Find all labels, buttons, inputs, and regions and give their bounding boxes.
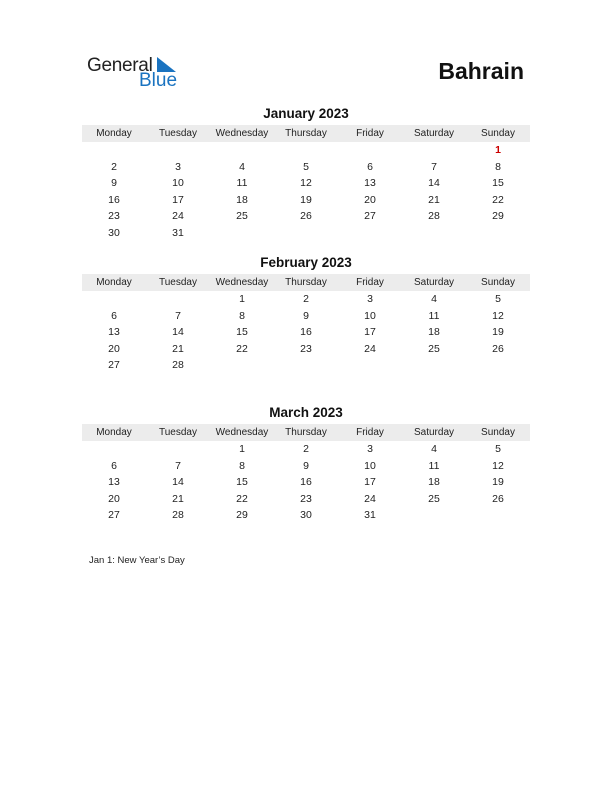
day-cell: 5 [495, 293, 501, 305]
empty-cell [210, 142, 274, 159]
day-cell: 8 [239, 309, 245, 322]
day-cell: 12 [492, 309, 504, 322]
weekday-label: Thursday [285, 128, 327, 139]
day-cell: 12 [492, 459, 504, 472]
day-cell: 10 [364, 309, 376, 322]
empty-cell [146, 142, 210, 159]
empty-cell [210, 357, 274, 374]
empty-cell [274, 225, 338, 242]
week-row [82, 458, 530, 475]
day-cell: 21 [172, 492, 184, 505]
weekday-label: Monday [96, 128, 132, 139]
day-cell: 27 [108, 509, 120, 522]
day-cell: 29 [492, 210, 504, 223]
weekday-label: Friday [356, 427, 384, 438]
day-cell: 22 [236, 492, 248, 505]
day-cell: 16 [108, 193, 120, 206]
empty-cell [82, 441, 146, 458]
empty-cell [338, 357, 402, 374]
day-cell: 2 [303, 293, 309, 305]
weekday-label: Sunday [481, 427, 515, 438]
day-cell: 9 [303, 309, 309, 322]
empty-cell [146, 291, 210, 308]
day-cell: 28 [428, 210, 440, 223]
weekday-label: Saturday [413, 427, 455, 438]
week-row [82, 491, 530, 508]
weekday-label: Sunday [481, 128, 515, 139]
day-cell: 15 [492, 177, 504, 190]
weekday-label: Thursday [285, 277, 327, 288]
day-cell: 20 [108, 342, 120, 355]
day-cell: 11 [428, 459, 440, 472]
empty-cell [82, 291, 146, 308]
month-february [82, 254, 530, 374]
day-cell: 9 [303, 459, 309, 472]
day-cell: 14 [428, 177, 440, 190]
day-cell: 17 [172, 193, 184, 206]
day-cell: 6 [367, 160, 373, 173]
day-cell: 15 [236, 476, 248, 489]
week-row [82, 308, 530, 325]
day-cell: 14 [172, 326, 184, 339]
day-cell: 26 [492, 492, 504, 505]
week-row [82, 441, 530, 458]
day-cell: 31 [172, 226, 184, 239]
holiday-note: Jan 1: New Year’s Day [89, 555, 185, 566]
day-cell: 27 [108, 359, 120, 372]
day-cell: 5 [303, 160, 309, 173]
empty-cell [466, 225, 530, 242]
day-cell: 9 [111, 177, 117, 190]
weekday-label: Thursday [285, 427, 327, 438]
day-cell: 26 [492, 342, 504, 355]
day-cell: 11 [428, 309, 440, 322]
day-cell: 10 [172, 177, 184, 190]
weekday-label: Friday [356, 277, 384, 288]
empty-cell [402, 357, 466, 374]
day-cell: 6 [111, 309, 117, 322]
day-cell: 18 [236, 193, 248, 206]
week-row [82, 192, 530, 209]
day-cell: 22 [236, 342, 248, 355]
day-cell: 19 [492, 476, 504, 489]
weekday-label: Friday [356, 128, 384, 139]
empty-cell [274, 142, 338, 159]
day-cell: 26 [300, 210, 312, 223]
week-row [82, 341, 530, 358]
weekday-label: Wednesday [215, 277, 269, 288]
day-cell: 25 [428, 342, 440, 355]
day-cell: 7 [175, 459, 181, 472]
day-cell: 21 [172, 342, 184, 355]
day-cell: 11 [236, 177, 248, 190]
country-title: Bahrain [438, 58, 524, 84]
day-cell: 20 [364, 193, 376, 206]
logo-text-blue: Blue [139, 70, 178, 91]
day-cell: 24 [364, 342, 376, 355]
day-cell: 4 [431, 443, 437, 455]
weekday-label: Tuesday [159, 128, 197, 139]
day-cell: 13 [364, 177, 376, 190]
day-cell: 17 [364, 326, 376, 339]
week-row [82, 159, 530, 176]
month-march [82, 404, 530, 524]
weekday-label: Saturday [413, 128, 455, 139]
weekday-label: Wednesday [215, 427, 269, 438]
day-cell: 1 [239, 443, 245, 455]
day-cell: 23 [300, 342, 312, 355]
weekday-label: Saturday [413, 277, 455, 288]
week-row [82, 225, 530, 242]
empty-cell [210, 225, 274, 242]
empty-cell [402, 142, 466, 159]
day-cell: 16 [300, 326, 312, 339]
logo-text-general: General [87, 55, 153, 76]
day-cell: 3 [367, 293, 373, 305]
holiday-day-cell: 1 [495, 144, 501, 156]
day-cell: 1 [239, 293, 245, 305]
day-cell: 23 [300, 492, 312, 505]
empty-cell [402, 225, 466, 242]
day-cell: 27 [364, 210, 376, 223]
empty-cell [338, 225, 402, 242]
day-cell: 15 [236, 326, 248, 339]
week-row [82, 291, 530, 308]
day-cell: 7 [175, 309, 181, 322]
day-cell: 21 [428, 193, 440, 206]
day-cell: 2 [111, 160, 117, 173]
day-cell: 7 [431, 160, 437, 173]
week-row [82, 474, 530, 491]
day-cell: 28 [172, 509, 184, 522]
month-title: February 2023 [260, 255, 352, 270]
week-row [82, 324, 530, 341]
empty-cell [274, 357, 338, 374]
week-row [82, 175, 530, 192]
day-cell: 8 [495, 160, 501, 173]
day-cell: 22 [492, 193, 504, 206]
day-cell: 13 [108, 476, 120, 489]
empty-cell [466, 507, 530, 524]
weekday-label: Sunday [481, 277, 515, 288]
empty-cell [402, 507, 466, 524]
day-cell: 28 [172, 359, 184, 372]
day-cell: 16 [300, 476, 312, 489]
day-cell: 3 [367, 443, 373, 455]
empty-cell [466, 357, 530, 374]
month-january [82, 105, 530, 242]
day-cell: 4 [431, 293, 437, 305]
day-cell: 18 [428, 476, 440, 489]
weekday-label: Wednesday [215, 128, 269, 139]
day-cell: 25 [428, 492, 440, 505]
day-cell: 20 [108, 492, 120, 505]
day-cell: 29 [236, 509, 248, 522]
empty-cell [82, 142, 146, 159]
day-cell: 4 [239, 160, 245, 173]
day-cell: 6 [111, 459, 117, 472]
day-cell: 13 [108, 326, 120, 339]
month-title: January 2023 [263, 106, 349, 121]
day-cell: 23 [108, 210, 120, 223]
day-cell: 31 [364, 509, 376, 522]
day-cell: 14 [172, 476, 184, 489]
weekday-label: Monday [96, 427, 132, 438]
weekday-header [82, 424, 530, 441]
generalblue-logo [87, 55, 187, 95]
day-cell: 25 [236, 210, 248, 223]
day-cell: 17 [364, 476, 376, 489]
week-row [82, 507, 530, 524]
day-cell: 24 [172, 210, 184, 223]
day-cell: 19 [492, 326, 504, 339]
weekday-label: Tuesday [159, 427, 197, 438]
day-cell: 30 [108, 226, 120, 239]
weekday-label: Tuesday [159, 277, 197, 288]
day-cell: 18 [428, 326, 440, 339]
week-row [82, 357, 530, 374]
day-cell: 5 [495, 443, 501, 455]
week-row [82, 208, 530, 225]
day-cell: 24 [364, 492, 376, 505]
day-cell: 19 [300, 193, 312, 206]
weekday-header [82, 125, 530, 142]
empty-cell [146, 441, 210, 458]
day-cell: 8 [239, 459, 245, 472]
day-cell: 12 [300, 177, 312, 190]
week-row [82, 142, 530, 159]
month-title: March 2023 [269, 405, 343, 420]
day-cell: 3 [175, 160, 181, 173]
weekday-label: Monday [96, 277, 132, 288]
weekday-header [82, 274, 530, 291]
day-cell: 2 [303, 443, 309, 455]
day-cell: 10 [364, 459, 376, 472]
day-cell: 30 [300, 509, 312, 522]
empty-cell [338, 142, 402, 159]
